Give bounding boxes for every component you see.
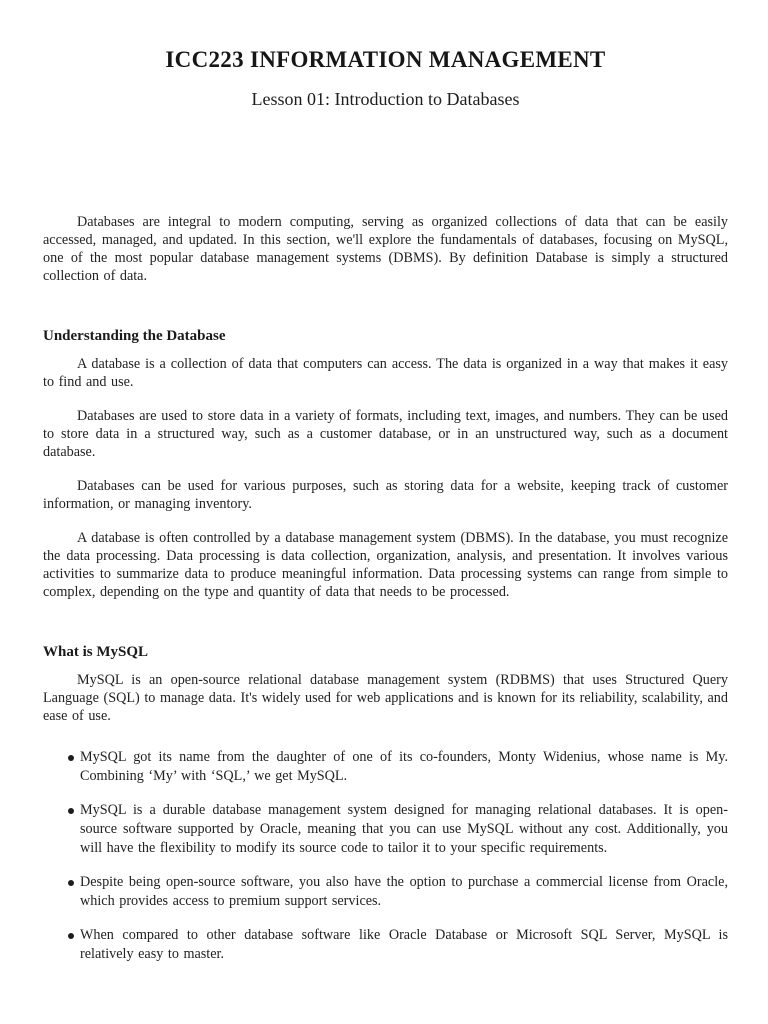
list-item — [43, 873, 728, 911]
list-item — [43, 926, 728, 964]
paragraph: A database is often controlled by a database management system (DBMS). In the database, you must recognize the data processing. Data processing is data collection, organization, analysis, and presentation. It involves various activities to summarize data to produce meaningful information. Data processing systems can range from simple to complex, depending on the type and quantity of data that needs to be processed. — [43, 530, 728, 600]
bullet-icon — [68, 880, 74, 886]
intro-paragraph: Databases are integral to modern computing, serving as organized collections of data that can be easily accessed, managed, and updated. In this section, we'll explore the fundamentals of databases, focusing on MySQL, one of the most popular database management systems (DBMS). By definition Database is simply a structured collection of data. — [43, 214, 728, 284]
section-heading-what-is-mysql: What is MySQL — [43, 644, 149, 660]
page-subtitle: Lesson 01: Introduction to Databases — [251, 89, 520, 109]
paragraph: MySQL is an open-source relational database management system (RDBMS) that uses Structured Query Language (SQL) to manage data. It's widely used for web applications and is known for its reliability, scalability, and ease of use. — [43, 672, 728, 724]
section-heading-understanding-the-database: Understanding the Database — [43, 328, 226, 344]
bullet-icon — [68, 933, 74, 939]
paragraph: A database is a collection of data that computers can access. The data is organized in a way that makes it easy to find and use. — [43, 356, 728, 390]
list-item-text: MySQL got its name from the daughter of one of its co-founders, Monty Widenius, whose name is My. Combining ‘My’ with ‘SQL,’ we get MySQL. — [80, 749, 728, 784]
list-item-text: Despite being open-source software, you also have the option to purchase a commercial license from Oracle, which provides access to premium support services. — [80, 874, 728, 909]
paragraph: Databases can be used for various purposes, such as storing data for a website, keeping track of customer information, or managing inventory. — [43, 478, 728, 512]
list-item — [43, 748, 728, 786]
list-item-text: When compared to other database software like Oracle Database or Microsoft SQL Server, MySQL is relatively easy to master. — [80, 927, 728, 962]
page-title: ICC223 INFORMATION MANAGEMENT — [165, 47, 606, 72]
bullet-list — [43, 748, 728, 964]
list-item-text: MySQL is a durable database management system designed for managing relational databases. It is open-source software supported by Oracle, meaning that you can use MySQL without any cost. Additionally, you will have the flexibility to modify its source code to tailor it to your specific requirements. — [80, 802, 728, 856]
paragraph: Databases are used to store data in a variety of formats, including text, images, and numbers. They can be used to store data in a structured way, such as a customer database, or in an unstructured way, such as a document database. — [43, 408, 728, 460]
list-item — [43, 801, 728, 858]
bullet-icon — [68, 755, 74, 761]
bullet-icon — [68, 808, 74, 814]
